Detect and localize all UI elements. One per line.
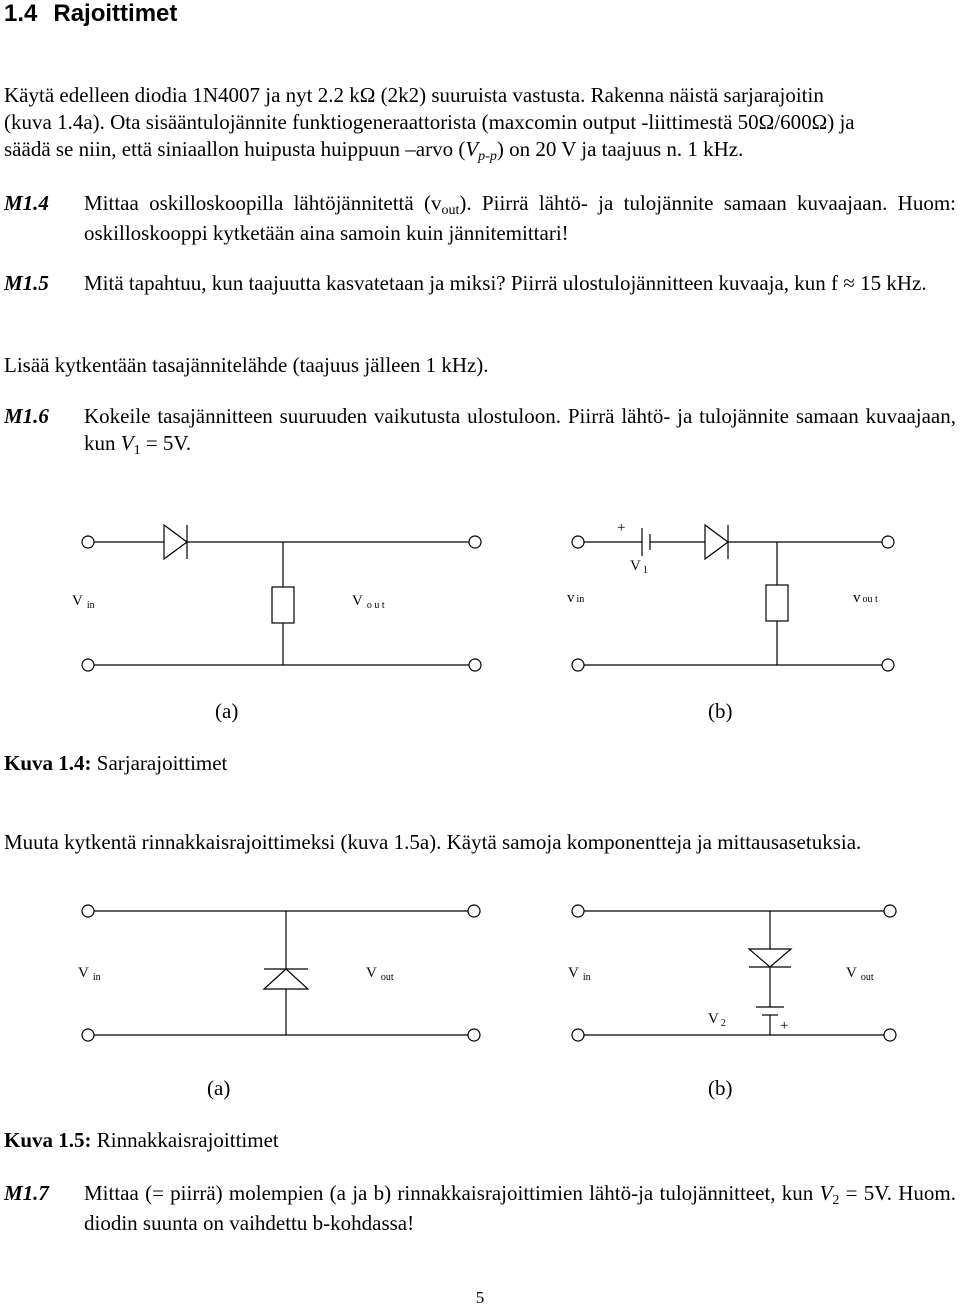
task-code: M1.6 [4, 404, 49, 428]
input-terminal-bottom [82, 1029, 94, 1041]
output-terminal-bottom [468, 1029, 480, 1041]
task-text: Kokeile tasajännitteen suuruuden vaikutusta ulostuloon. Piirrä lähtö- ja tulojännite samaan kuvaajaan, kun V1 = 5V. [84, 404, 956, 458]
figure-1-4-circuits [0, 500, 960, 730]
output-terminal-top [882, 536, 894, 548]
input-terminal-top [572, 536, 584, 548]
task-text: Mitä tapahtuu, kun taajuutta kasvatetaan ja miksi? Piirrä ulostulojännitteen kuvaaja, kun f ≈ 15 kHz. [84, 271, 927, 295]
section-heading [4, 0, 177, 28]
vout-label: V $_{out}$ [846, 965, 874, 983]
circuit-1-4a [72, 525, 481, 723]
output-terminal-bottom [469, 659, 481, 671]
subfigure-label-a: (a) [207, 1076, 231, 1100]
output-terminal-top [468, 905, 480, 917]
task-text: Mittaa oskilloskoopilla lähtöjännitettä (vout). Piirrä lähtö- ja tulojännite samaan kuvaajaan. Huom: oskilloskooppi kytketään aina samoin kuin jännitemittari! [84, 191, 956, 245]
vin-label: V $_{in}$ [72, 593, 95, 611]
output-terminal-bottom [882, 659, 894, 671]
intro-line-2: (kuva 1.4a). Ota sisääntulojännite funktiogeneraattorista (maxcomin output -liittimestä 50Ω/600Ω) ja [4, 110, 855, 134]
diode-icon [164, 525, 187, 559]
intro-line-3: säädä se niin, että siniaallon huipusta huippuun –arvo (Vp-p) on 20 V ja taajuus n. 1 kHz. [4, 137, 744, 164]
figure-1-5-caption: Kuva 1.5: Rinnakkaisrajoittimet [4, 1128, 279, 1152]
vin-label: V $_{in}$ [568, 965, 591, 983]
vout-label: V $_{o u t}$ [352, 593, 385, 611]
task-m1-7 [4, 1180, 956, 1234]
task-m1-5 [4, 270, 956, 324]
plus-label: + [780, 1018, 789, 1034]
figure-1-4-caption: Kuva 1.4: Sarjarajoittimet [4, 751, 228, 775]
task-code: M1.5 [4, 271, 49, 295]
output-terminal-top [469, 536, 481, 548]
parallel-intro-text: Muuta kytkentä rinnakkaisrajoittimeksi (kuva 1.5a). Käytä samoja komponentteja ja mittausasetuksia. [4, 830, 862, 854]
input-terminal-top [82, 536, 94, 548]
output-terminal-top [884, 905, 896, 917]
circuit-1-4b [567, 520, 894, 723]
resistor-icon [766, 585, 788, 621]
subfigure-label-a: (a) [215, 699, 239, 723]
task-m1-4 [4, 190, 956, 244]
add-source-text: Lisää kytkentään tasajännitelähde (taajuus jälleen 1 kHz). [4, 353, 489, 377]
plus-label: + [617, 520, 626, 536]
vout-label: vou t [853, 590, 878, 606]
intro-line-1: Käytä edelleen diodia 1N4007 ja nyt 2.2 kΩ (2k2) suuruista vastusta. Rakenna näistä sarjarajoitin [4, 83, 824, 107]
vout-label: V $_{out}$ [366, 965, 394, 983]
v2-label: V $_2$ [708, 1011, 726, 1029]
vin-label: vin [567, 590, 585, 606]
input-terminal-bottom [572, 1029, 584, 1041]
task-code: M1.7 [4, 1181, 49, 1205]
diode-icon [705, 525, 728, 559]
approx-symbol: ≈ [843, 271, 855, 295]
task-code: M1.4 [4, 191, 49, 215]
figure-1-5-circuits [0, 885, 960, 1110]
intro-paragraph [4, 82, 956, 166]
circuit-1-5b [568, 905, 896, 1100]
subfigure-label-b: (b) [708, 699, 733, 723]
diode-icon [749, 949, 791, 967]
input-terminal-top [572, 905, 584, 917]
section-number: 1.4 [4, 0, 38, 27]
output-terminal-bottom [884, 1029, 896, 1041]
task-text: Mittaa (= piirrä) molempien (a ja b) rinnakkaisrajoittimien lähtö-ja tulojännitteet, kun V2 = 5V. Huom. diodin suunta on vaihdettu b-kohdassa! [84, 1181, 956, 1235]
task-m1-6 [4, 403, 956, 457]
circuit-1-5a [78, 905, 480, 1100]
input-terminal-top [82, 905, 94, 917]
input-terminal-bottom [82, 659, 94, 671]
resistor-icon [272, 587, 294, 623]
page-number: 5 [475, 1288, 485, 1307]
subfigure-label-b: (b) [708, 1076, 733, 1100]
section-title: Rajoittimet [53, 0, 178, 27]
input-terminal-bottom [572, 659, 584, 671]
diode-icon [264, 969, 308, 989]
v1-label: V $_1$ [630, 558, 648, 576]
vin-label: V $_{in}$ [78, 965, 101, 983]
